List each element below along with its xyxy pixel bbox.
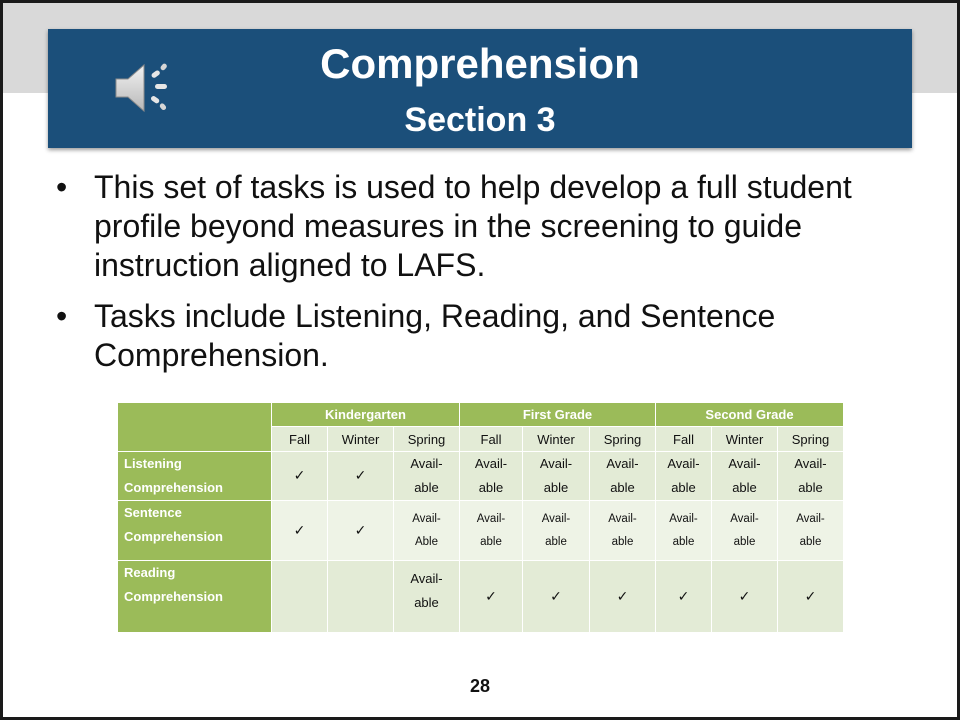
season-header: Winter	[523, 427, 590, 452]
cell-text: Able	[414, 535, 439, 548]
table-cell	[460, 561, 523, 633]
bullet-item	[56, 297, 916, 375]
table-cell	[778, 501, 844, 561]
table-cell	[712, 561, 778, 633]
season-header: Spring	[394, 427, 460, 452]
cell-text: able	[671, 480, 696, 495]
page-number: 28	[469, 676, 491, 696]
table-cell	[460, 501, 523, 561]
cell-text: Avail-	[796, 512, 825, 525]
table-cell	[328, 561, 394, 633]
cell-text: Avail-	[730, 512, 759, 525]
cell-text: able	[672, 535, 695, 548]
cell-text: able	[799, 535, 822, 548]
check-icon: ✓	[485, 588, 497, 605]
cell-text: Avail-	[541, 512, 571, 525]
table-cell	[328, 501, 394, 561]
season-header: Winter	[328, 427, 394, 452]
season-header: Fall	[460, 427, 523, 452]
cell-text: able	[733, 535, 756, 548]
cell-text: able	[480, 535, 502, 548]
bullet-list	[56, 168, 916, 387]
table-cell	[656, 452, 712, 501]
row-label	[118, 561, 272, 633]
bullet-text: This set of tasks is used to help develop a full student profile beyond measures in the screening to guide instruction aligned to LAFS.	[94, 169, 852, 283]
cell-text: Avail-	[606, 456, 639, 471]
table-cell	[328, 452, 394, 501]
row-label-line: Listening	[124, 456, 182, 471]
grade-header: Second Grade	[656, 403, 844, 427]
cell-text: Avail-	[669, 512, 698, 525]
cell-text: Avail-	[728, 456, 761, 471]
season-header: Spring	[590, 427, 656, 452]
table-cell	[460, 452, 523, 501]
table-cell	[656, 561, 712, 633]
cell-text: Avail-	[410, 456, 443, 471]
bullet-item	[56, 168, 916, 285]
cell-text: Avail-	[794, 456, 827, 471]
table-cell	[272, 452, 328, 501]
cell-text: able	[414, 480, 439, 495]
table-cell	[778, 561, 844, 633]
table-cell	[712, 452, 778, 501]
check-icon: ✓	[550, 588, 562, 605]
cell-text: Avail-	[608, 512, 637, 525]
cell-text: able	[610, 480, 635, 495]
check-icon: ✓	[738, 588, 751, 605]
table-cell	[523, 452, 590, 501]
table-cell	[656, 501, 712, 561]
cell-text: Avail-	[667, 456, 700, 471]
table-cell	[272, 501, 328, 561]
cell-text: able	[611, 535, 634, 548]
check-icon: ✓	[293, 468, 306, 484]
season-header: Spring	[778, 427, 844, 452]
row-label-line: Sentence	[124, 505, 182, 520]
cell-text: able	[798, 480, 823, 495]
check-icon: ✓	[354, 468, 367, 484]
table-body	[118, 452, 844, 633]
row-label	[118, 452, 272, 501]
table-cell	[272, 561, 328, 633]
row-label-line: Comprehension	[124, 589, 223, 604]
slide-title: Comprehension	[320, 40, 640, 87]
table-cell	[590, 452, 656, 501]
row-label	[118, 501, 272, 561]
table-cell	[394, 452, 460, 501]
cell-text: able	[414, 595, 439, 610]
assessment-table	[117, 402, 844, 633]
table-cell	[712, 501, 778, 561]
season-header: Winter	[712, 427, 778, 452]
table-cell	[590, 561, 656, 633]
check-icon: ✓	[354, 522, 367, 539]
cell-text: able	[732, 480, 757, 495]
table-row	[118, 452, 844, 501]
row-label-line: Comprehension	[124, 480, 223, 495]
bullet-dot: •	[56, 298, 68, 334]
check-icon: ✓	[804, 588, 817, 605]
cell-text: able	[543, 480, 569, 495]
season-header: Fall	[656, 427, 712, 452]
slide-subtitle: Section 3	[404, 101, 556, 139]
cell-text: Avail-	[410, 571, 443, 586]
table-cell	[394, 501, 460, 561]
grade-header: Kindergarten	[272, 403, 460, 427]
bullet-text: Tasks include Listening, Reading, and Sentence Comprehension.	[94, 298, 776, 373]
table-cell	[523, 561, 590, 633]
cell-text: Avail-	[539, 456, 573, 471]
table-corner	[118, 403, 272, 452]
table-row	[118, 561, 844, 633]
cell-text: Avail-	[412, 512, 441, 525]
cell-text: Avail-	[476, 512, 506, 525]
table-cell	[523, 501, 590, 561]
cell-text: able	[545, 535, 567, 548]
table-row	[118, 501, 844, 561]
row-label-line: Reading	[124, 565, 176, 580]
row-label-line: Comprehension	[124, 529, 223, 544]
season-header: Fall	[272, 427, 328, 452]
table-cell	[778, 452, 844, 501]
table-cell	[590, 501, 656, 561]
cell-text: Avail-	[474, 456, 508, 471]
bullet-dot: •	[56, 169, 68, 205]
check-icon: ✓	[616, 588, 629, 605]
check-icon: ✓	[293, 522, 306, 539]
grade-header: First Grade	[460, 403, 656, 427]
check-icon: ✓	[677, 588, 690, 605]
cell-text: able	[478, 480, 504, 495]
table-cell	[394, 561, 460, 633]
speaker-icon[interactable]	[114, 60, 178, 116]
